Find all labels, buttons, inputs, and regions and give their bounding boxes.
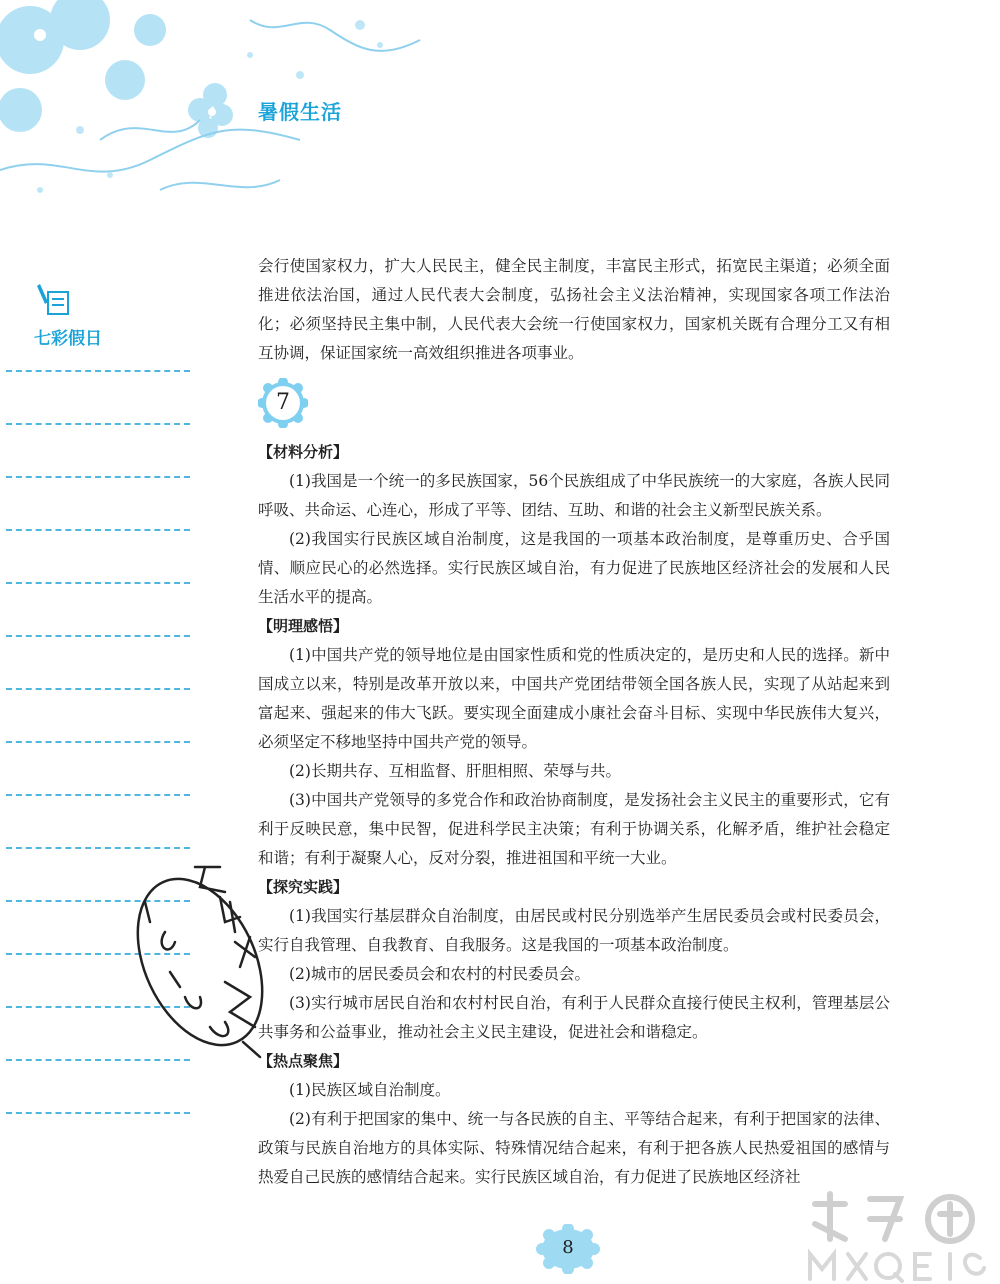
question-number: 7 bbox=[276, 390, 290, 415]
section-heading: 【探究实践】 bbox=[258, 878, 349, 896]
section-material-analysis bbox=[258, 438, 890, 612]
note-line bbox=[6, 794, 190, 796]
section-exploration-practice bbox=[258, 873, 890, 1047]
note-line bbox=[6, 370, 190, 372]
page-number: 8 bbox=[562, 1237, 574, 1258]
note-line bbox=[6, 423, 190, 425]
sidebar-brand bbox=[34, 282, 144, 349]
floral-corner-decoration bbox=[0, 0, 440, 210]
sidebar-brand-label: 七彩假日 bbox=[34, 329, 102, 349]
answer-paragraph: (2)有利于把国家的集中、统一与各民族的自主、平等结合起来，有利于把国家的法律、政策与民族自治地方的具体实际、特殊情况结合起来，有利于把各族人民热爱祖国的感情与热爱自己民族的感情结合起来。实行民族区域自治，有力促进了民族地区经济社 bbox=[258, 1110, 890, 1186]
answer-paragraph: (1)我国是一个统一的多民族国家，56个民族组成了中华民族统一的大家庭，各族人民同呼吸、共命运、心连心，形成了平等、团结、互助、和谐的社会主义新型民族关系。 bbox=[258, 472, 890, 519]
note-line bbox=[6, 1112, 190, 1114]
page-number-badge bbox=[536, 1224, 600, 1274]
note-line bbox=[6, 635, 190, 637]
note-line bbox=[6, 582, 190, 584]
answer-paragraph: (3)中国共产党领导的多党合作和政治协商制度，是发扬社会主义民主的重要形式，它有利于反映民意，集中民智，促进科学民主决策；有利于协调关系，化解矛盾，维护社会稳定和谐；有利于凝聚人心，反对分裂，推进祖国和平统一大业。 bbox=[258, 791, 890, 867]
question-number-badge bbox=[258, 378, 308, 428]
corner-logo-watermark bbox=[800, 1184, 1000, 1284]
answer-paragraph: (3)实行城市居民自治和农村村民自治，有利于人民群众直接行使民主权利，管理基层公共事务和公益事业，推动社会主义民主建设，促进社会和谐稳定。 bbox=[258, 994, 890, 1041]
answer-content bbox=[258, 252, 890, 1192]
note-line bbox=[6, 741, 190, 743]
intro-paragraph: 会行使国家权力，扩大人民民主，健全民主制度，丰富民主形式，拓宽民主渠道；必须全面推进依法治国，通过人民代表大会制度，弘扬社会主义法治精神，实现国家各项工作法治化；必须坚持民主集中制，人民代表大会统一行使国家权力，国家机关既有合理分工又有相互协调，保证国家统一高效组织推进各项事业。 bbox=[258, 257, 890, 362]
section-heading: 【材料分析】 bbox=[258, 443, 349, 461]
answer-paragraph: (1)我国实行基层群众自治制度，由居民或村民分别选举产生居民委员会或村民委员会，实行自我管理、自我教育、自我服务。这是我国的一项基本政治制度。 bbox=[258, 907, 890, 954]
section-heading: 【热点聚焦】 bbox=[258, 1052, 349, 1070]
pen-notebook-icon bbox=[34, 282, 74, 318]
answer-paragraph: (2)城市的居民委员会和农村的村民委员会。 bbox=[289, 965, 590, 983]
note-line bbox=[6, 688, 190, 690]
section-heading: 【明理感悟】 bbox=[258, 617, 349, 635]
note-line bbox=[6, 476, 190, 478]
note-line bbox=[6, 847, 190, 849]
running-header-title: 暑假生活 bbox=[258, 100, 342, 124]
answer-paragraph: (2)我国实行民族区域自治制度，这是我国的一项基本政治制度，是尊重历史、合乎国情、顺应民心的必然选择。实行民族区域自治，有力促进了民族地区经济社会的发展和人民生活水平的提高。 bbox=[258, 530, 890, 606]
answer-paragraph: (2)长期共存、互相监督、肝胆相照、荣辱与共。 bbox=[289, 762, 621, 780]
answer-paragraph: (1)民族区域自治制度。 bbox=[289, 1081, 451, 1099]
stamp-watermark bbox=[125, 862, 275, 1062]
question-number-row bbox=[258, 378, 890, 438]
section-reasoning-insight bbox=[258, 612, 890, 873]
answer-paragraph: (1)中国共产党的领导地位是由国家性质和党的性质决定的，是历史和人民的选择。新中国成立以来，特别是改革开放以来，中国共产党团结带领全国各族人民，实现了从站起来到富起来、强起来的伟大飞跃。要实现全面建成小康社会奋斗目标、实现中华民族伟大复兴，必须坚定不移地坚持中国共产党的领导。 bbox=[258, 646, 890, 751]
section-hot-topics bbox=[258, 1047, 890, 1192]
note-line bbox=[6, 529, 190, 531]
